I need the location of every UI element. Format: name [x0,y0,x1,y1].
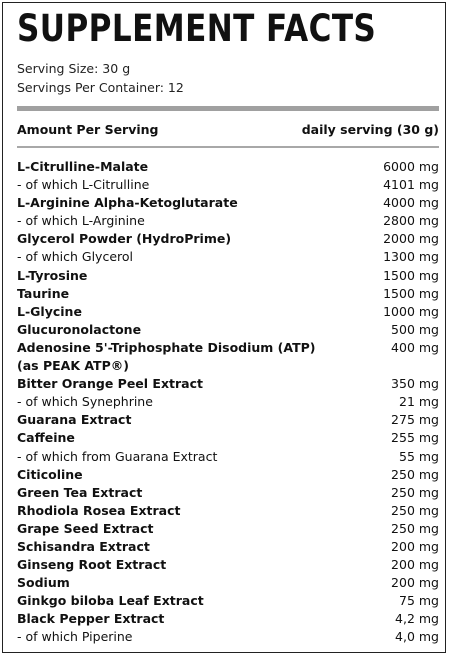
ingredient-row [17,592,439,610]
ingredient-amount: 2000 mg [383,231,439,247]
ingredient-name: Taurine [17,285,70,301]
ingredient-name: Citicoline [17,466,83,482]
ingredient-name: Glucuronolactone [17,321,142,337]
ingredient-amount: 500 mg [391,321,439,337]
ingredient-name: - of which L-Citrulline [17,177,150,193]
ingredient-amount: 4101 mg [383,177,439,193]
ingredient-row [17,303,439,321]
ingredient-row [17,520,439,538]
ingredient-amount: 4,2 mg [395,611,439,627]
ingredient-name: Ginkgo biloba Leaf Extract [17,593,204,609]
header-daily-serving: daily serving (30 g) [301,121,439,137]
ingredient-amount: 200 mg [391,557,439,573]
ingredient-row [17,176,439,194]
ingredient-name: Adenosine 5'-Triphosphate Disodium (ATP) (as PEAK ATP®) [17,339,316,374]
header-divider-thin [17,146,439,148]
ingredient-row [17,628,439,646]
ingredient-amount: 6000 mg [383,159,439,174]
ingredient-row [17,230,439,248]
ingredient-name: Rhodiola Rosea Extract [17,502,181,518]
ingredient-name: L-Glycine [17,303,82,319]
ingredient-row [17,212,439,230]
ingredient-name: L-Citrulline-Malate [17,159,149,174]
ingredient-row [17,556,439,574]
ingredient-name: L-Tyrosine [17,267,88,283]
table-header [17,120,439,138]
ingredient-name: - of which Glycerol [17,249,133,265]
ingredient-name: Grape Seed Extract [17,520,154,536]
ingredient-amount: 1500 mg [383,285,439,301]
ingredient-name: Bitter Orange Peel Extract [17,376,203,392]
ingredient-row [17,248,439,266]
ingredient-name: Sodium [17,575,70,591]
ingredient-amount: 1000 mg [383,303,439,319]
ingredient-amount: 1300 mg [383,249,439,265]
servings-per-container: Servings Per Container: 12 [17,80,184,95]
ingredient-amount: 200 mg [391,538,439,554]
ingredient-amount: 1500 mg [383,267,439,283]
ingredient-row [17,375,439,393]
ingredient-amount: 275 mg [391,412,439,428]
ingredient-row [17,429,439,447]
ingredient-amount: 250 mg [391,520,439,536]
ingredient-name: - of which Synephrine [17,394,153,410]
ingredient-name: - of which Piperine [17,629,133,645]
ingredient-row [17,393,439,411]
ingredient-amount: 21 mg [399,394,439,410]
ingredient-amount: 2800 mg [383,213,439,229]
ingredient-amount: 4,0 mg [395,629,439,645]
ingredient-amount: 250 mg [391,502,439,518]
ingredient-row [17,158,439,176]
page-title: SUPPLEMENT FACTS [17,7,377,50]
ingredient-row [17,502,439,520]
ingredient-name: Caffeine [17,430,75,446]
ingredient-name: Glycerol Powder (HydroPrime) [17,231,232,247]
ingredient-row [17,448,439,466]
supplement-facts-panel [2,2,446,653]
ingredient-row [17,574,439,592]
ingredient-name: - of which from Guarana Extract [17,448,218,464]
ingredient-row [17,466,439,484]
ingredient-name: Schisandra Extract [17,538,150,554]
ingredient-amount: 75 mg [399,593,439,609]
ingredient-list [17,158,439,647]
ingredient-amount: 250 mg [391,466,439,482]
ingredient-amount: 55 mg [399,448,439,464]
ingredient-amount: 350 mg [391,376,439,392]
ingredient-amount: 4000 mg [383,195,439,211]
ingredient-row [17,610,439,628]
ingredient-row [17,538,439,556]
ingredient-name: Ginseng Root Extract [17,557,167,573]
ingredient-name: Black Pepper Extract [17,611,165,627]
header-divider-thick [17,106,439,111]
ingredient-row [17,321,439,339]
ingredient-amount: 255 mg [391,430,439,446]
ingredient-row [17,484,439,502]
ingredient-row [17,339,439,375]
ingredient-name: Guarana Extract [17,412,132,428]
serving-size: Serving Size: 30 g [17,61,131,76]
ingredient-row [17,285,439,303]
ingredient-row [17,194,439,212]
ingredient-amount: 250 mg [391,484,439,500]
ingredient-row [17,267,439,285]
header-amount-per-serving: Amount Per Serving [17,121,159,137]
ingredient-name: - of which L-Arginine [17,213,145,229]
ingredient-amount: 200 mg [391,575,439,591]
ingredient-name: Green Tea Extract [17,484,143,500]
ingredient-name: L-Arginine Alpha-Ketoglutarate [17,195,238,211]
ingredient-row [17,411,439,429]
ingredient-amount: 400 mg [391,339,439,355]
